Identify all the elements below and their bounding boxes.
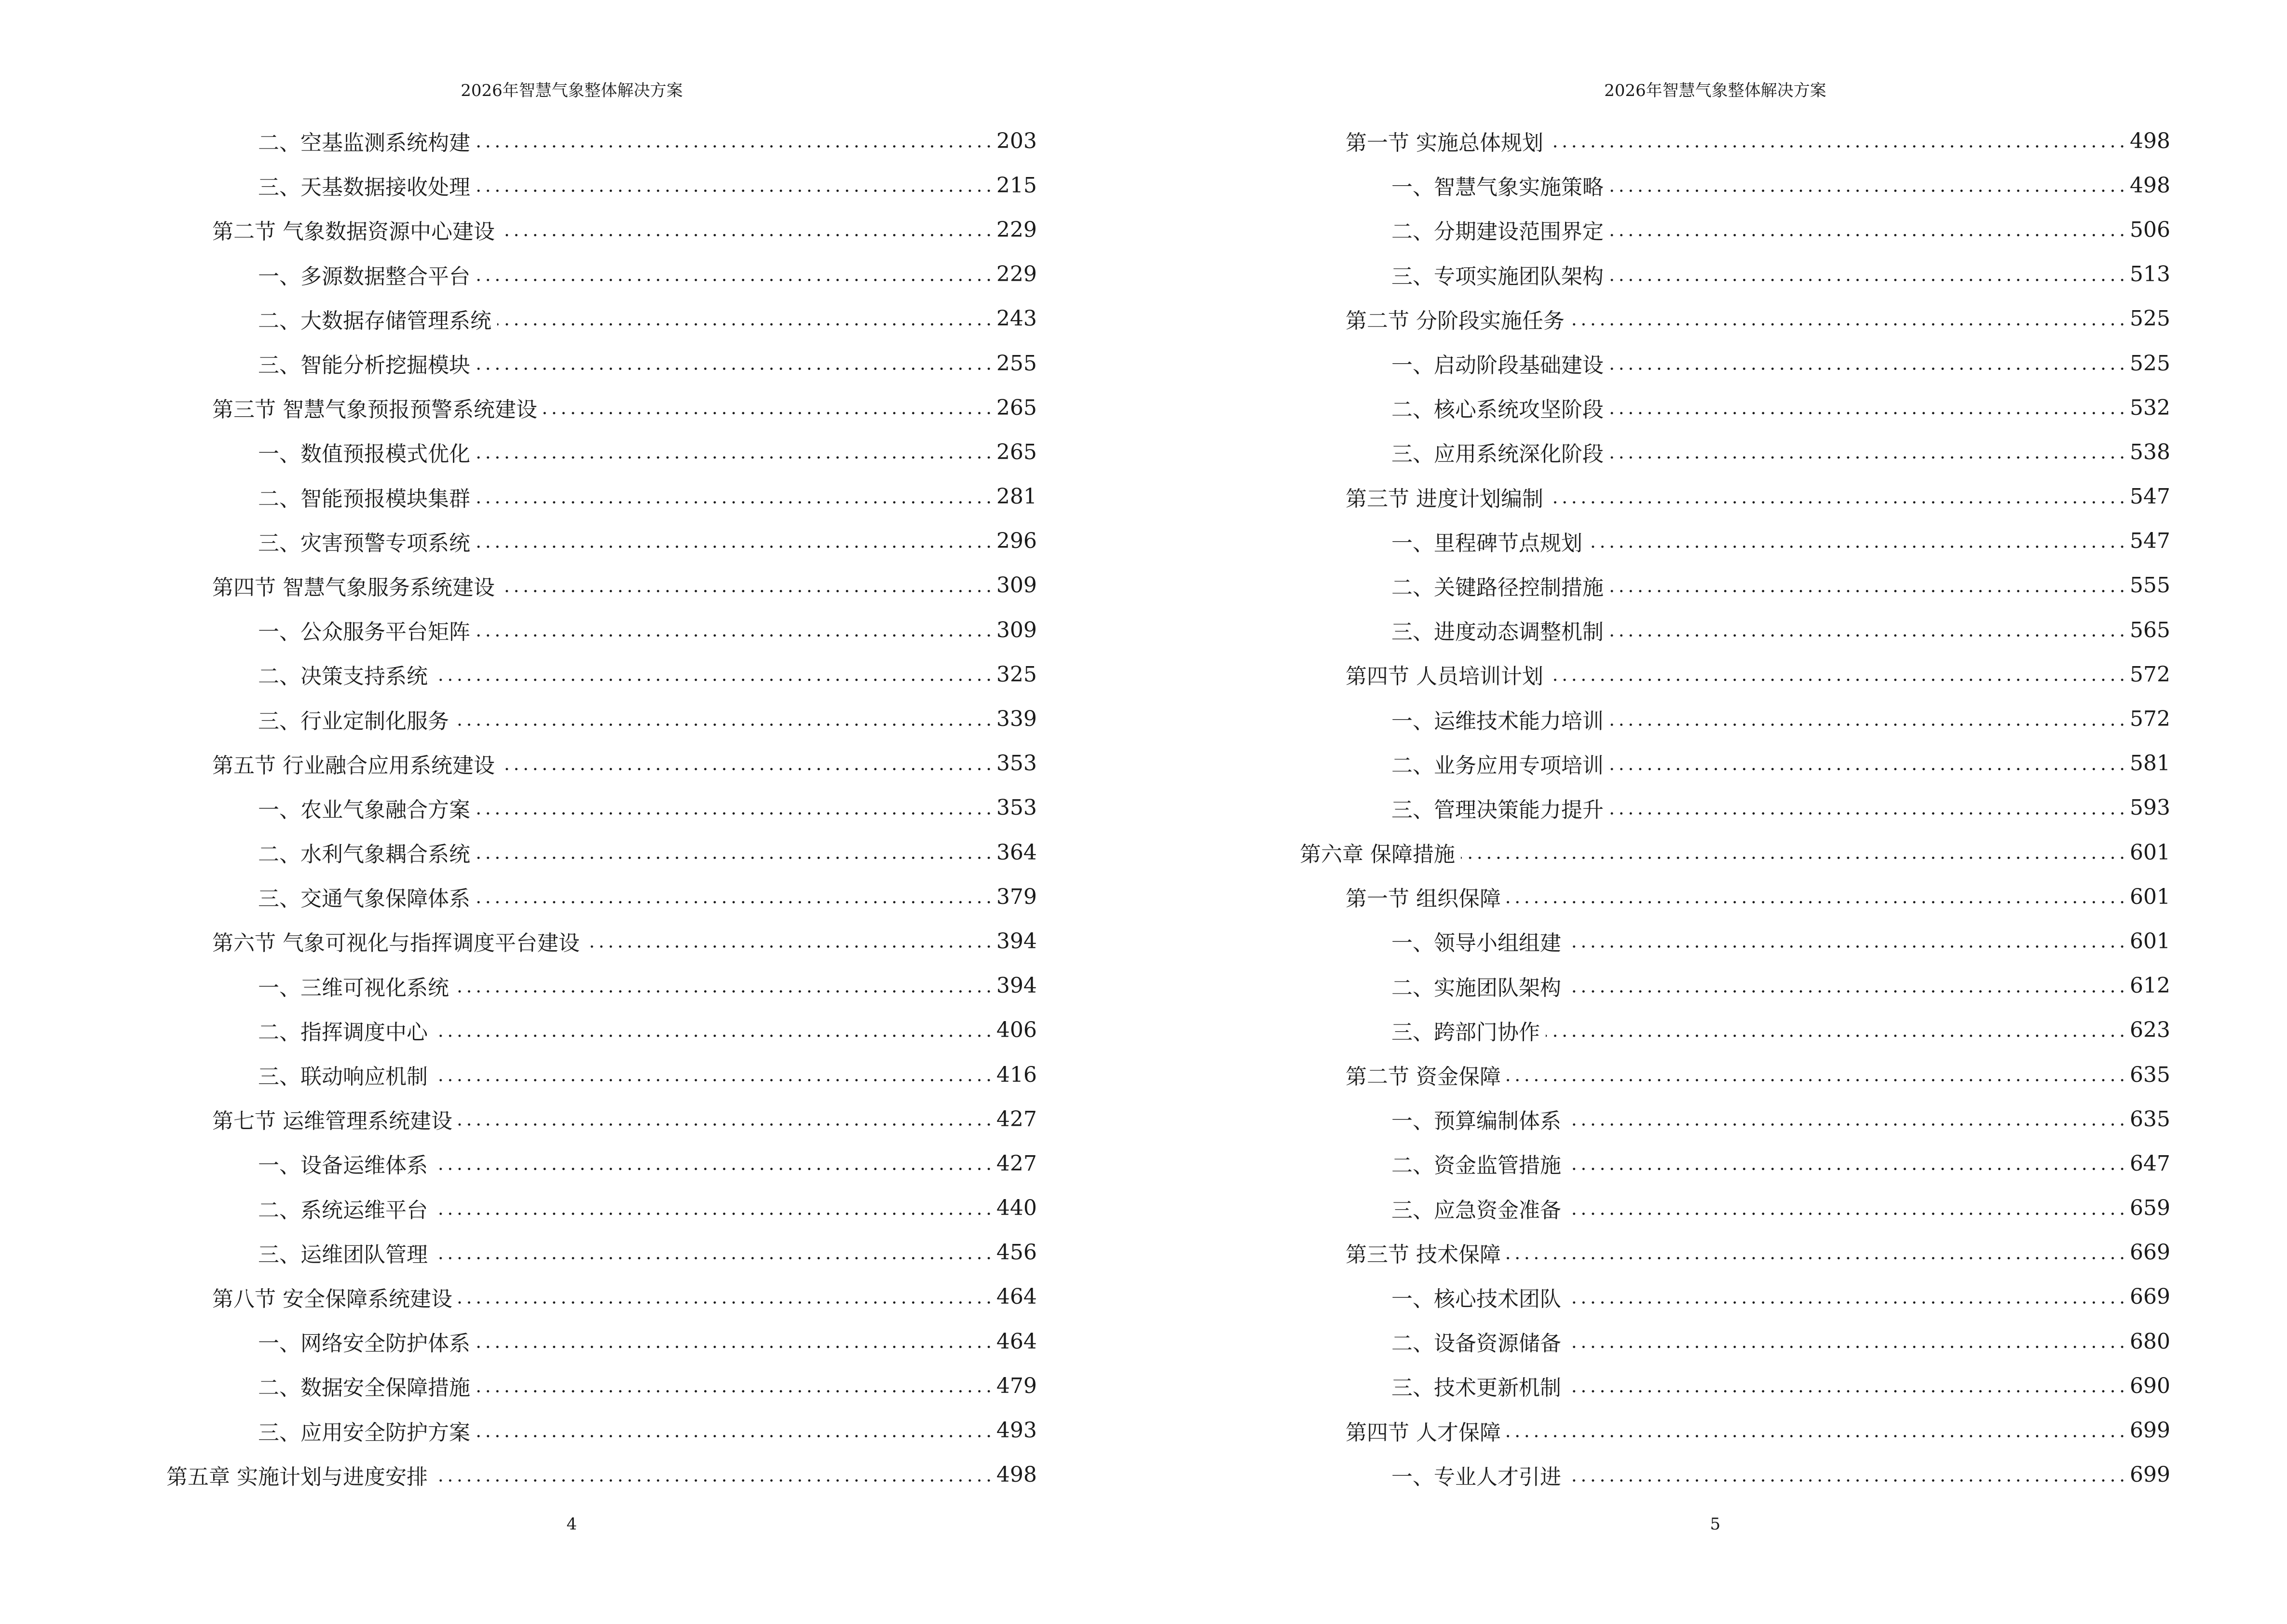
toc-entry-page-number: 440 bbox=[996, 1196, 1037, 1221]
toc-entry-page-number: 498 bbox=[2130, 173, 2170, 198]
toc-entry-title: 一、启动阶段基础建设 bbox=[1391, 348, 1606, 379]
toc-entry-title: 第八节 安全保障系统建设 bbox=[212, 1282, 455, 1312]
toc-entry-item[interactable] bbox=[0, 1408, 1144, 1452]
page-number-footer: 4 bbox=[566, 1515, 577, 1534]
toc-entry-page-number: 479 bbox=[996, 1373, 1037, 1398]
dot-leader bbox=[1570, 308, 2127, 329]
toc-entry-title: 三、行业定制化服务 bbox=[258, 704, 452, 735]
toc-entry-item[interactable] bbox=[0, 1052, 1144, 1097]
toc-entry-item[interactable] bbox=[0, 519, 1144, 563]
toc-entry-page-number: 690 bbox=[2130, 1373, 2170, 1398]
toc-entry-section[interactable] bbox=[0, 1275, 1144, 1319]
toc-entry-title: 一、预算编制体系 bbox=[1391, 1104, 1564, 1134]
dot-leader bbox=[455, 709, 994, 730]
toc-entry-item[interactable] bbox=[0, 964, 1144, 1008]
dot-leader bbox=[476, 264, 994, 285]
dot-leader bbox=[1549, 486, 2127, 507]
toc-entry-page-number: 555 bbox=[2130, 573, 2170, 598]
toc-entry-title: 三、应急资金准备 bbox=[1391, 1193, 1564, 1224]
toc-entry-section[interactable] bbox=[0, 563, 1144, 608]
toc-entry-title: 三、智能分析挖掘模块 bbox=[258, 348, 473, 379]
dot-leader bbox=[476, 531, 994, 552]
toc-entry-section[interactable] bbox=[0, 1097, 1144, 1141]
toc-entry-title: 第二节 气象数据资源中心建设 bbox=[212, 214, 498, 245]
toc-entry-title: 二、大数据存储管理系统 bbox=[258, 303, 494, 334]
toc-entry-item[interactable] bbox=[0, 874, 1144, 919]
toc-entry-title: 三、管理决策能力提升 bbox=[1391, 792, 1606, 823]
toc-entry-title: 二、设备资源储备 bbox=[1391, 1326, 1564, 1357]
toc-entry-item[interactable] bbox=[1144, 1275, 2287, 1319]
toc-entry-title: 第一节 实施总体规划 bbox=[1346, 125, 1546, 156]
toc-entry-title: 一、里程碑节点规划 bbox=[1391, 526, 1585, 557]
toc-entry-page-number: 427 bbox=[996, 1151, 1037, 1176]
toc-entry-item[interactable] bbox=[1144, 563, 2287, 608]
toc-entry-title: 二、业务应用专项培训 bbox=[1391, 748, 1606, 779]
toc-entry-item[interactable] bbox=[0, 119, 1144, 163]
toc-entry-page-number: 699 bbox=[2130, 1418, 2170, 1443]
dot-leader bbox=[476, 353, 994, 374]
toc-entry-title: 一、农业气象融合方案 bbox=[258, 792, 473, 823]
toc-entry-item[interactable] bbox=[1144, 519, 2287, 563]
toc-entry-title: 第五节 行业融合应用系统建设 bbox=[212, 748, 498, 779]
toc-entry-title: 第六章 保障措施 bbox=[1300, 837, 1458, 868]
dot-leader bbox=[497, 308, 994, 329]
dot-leader bbox=[434, 1242, 994, 1263]
toc-entry-section[interactable] bbox=[0, 207, 1144, 252]
toc-entry-item[interactable] bbox=[1144, 1453, 2287, 1497]
toc-entry-title: 二、指挥调度中心 bbox=[258, 1015, 431, 1046]
toc-entry-item[interactable] bbox=[1144, 696, 2287, 741]
toc-entry-item[interactable] bbox=[1144, 252, 2287, 297]
toc-entry-page-number: 296 bbox=[996, 529, 1037, 554]
toc-entry-item[interactable] bbox=[1144, 207, 2287, 252]
dot-leader bbox=[1507, 886, 2127, 907]
dot-leader bbox=[1567, 1198, 2127, 1219]
toc-entry-item[interactable] bbox=[0, 1319, 1144, 1364]
toc-entry-title: 二、智能预报模块集群 bbox=[258, 481, 473, 512]
toc-entry-item[interactable] bbox=[1144, 964, 2287, 1008]
toc-entry-item[interactable] bbox=[0, 652, 1144, 696]
toc-entry-page-number: 309 bbox=[996, 573, 1037, 598]
toc-entry-title: 三、天基数据接收处理 bbox=[258, 170, 473, 201]
toc-entry-title: 第三节 智慧气象预报预警系统建设 bbox=[212, 392, 540, 423]
toc-entry-item[interactable] bbox=[0, 1008, 1144, 1052]
toc-entry-item[interactable] bbox=[0, 1186, 1144, 1230]
dot-leader bbox=[476, 619, 994, 641]
toc-entry-page-number: 229 bbox=[996, 217, 1037, 242]
toc-entry-section[interactable] bbox=[1144, 1408, 2287, 1452]
dot-leader bbox=[501, 753, 994, 774]
toc-entry-item[interactable] bbox=[0, 696, 1144, 741]
toc-entry-page-number: 309 bbox=[996, 617, 1037, 642]
dot-leader bbox=[476, 886, 994, 907]
toc-entry-page-number: 229 bbox=[996, 262, 1037, 287]
toc-entry-page-number: 635 bbox=[2130, 1106, 2170, 1132]
dot-leader bbox=[434, 1020, 994, 1041]
toc-entry-page-number: 255 bbox=[996, 351, 1037, 376]
toc-entry-page-number: 680 bbox=[2130, 1329, 2170, 1354]
toc-entry-section[interactable] bbox=[0, 919, 1144, 963]
toc-entry-item[interactable] bbox=[1144, 1186, 2287, 1230]
toc-entry-title: 二、分期建设范围界定 bbox=[1391, 214, 1606, 245]
toc-entry-title: 第一节 组织保障 bbox=[1346, 881, 1504, 912]
dot-leader bbox=[476, 486, 994, 507]
dot-leader bbox=[1507, 1420, 2127, 1441]
toc-entry-page-number: 406 bbox=[996, 1018, 1037, 1043]
toc-entry-page-number: 215 bbox=[996, 173, 1037, 198]
dot-leader bbox=[455, 975, 994, 996]
dot-leader bbox=[1567, 1375, 2127, 1396]
toc-entry-item[interactable] bbox=[1144, 1141, 2287, 1186]
dot-leader bbox=[434, 664, 994, 685]
toc-entry-item[interactable] bbox=[0, 830, 1144, 874]
toc-entry-title: 二、数据安全保障措施 bbox=[258, 1370, 473, 1401]
dot-leader bbox=[1567, 930, 2127, 952]
toc-entry-title: 一、专业人才引进 bbox=[1391, 1460, 1564, 1490]
toc-entry-section[interactable] bbox=[1144, 1052, 2287, 1097]
toc-entry-page-number: 498 bbox=[996, 1462, 1037, 1488]
toc-entry-page-number: 525 bbox=[2130, 306, 2170, 331]
dot-leader bbox=[476, 130, 994, 151]
toc-entry-title: 三、技术更新机制 bbox=[1391, 1370, 1564, 1401]
dot-leader bbox=[476, 1375, 994, 1396]
toc-entry-section[interactable] bbox=[1144, 475, 2287, 519]
dot-leader bbox=[543, 397, 994, 418]
dot-leader bbox=[458, 1286, 994, 1308]
toc-entry-title: 一、数值预报模式优化 bbox=[258, 437, 473, 467]
right-page bbox=[1144, 0, 2287, 1624]
toc-entry-title: 三、灾害预警专项系统 bbox=[258, 526, 473, 557]
toc-entry-item[interactable] bbox=[1144, 1364, 2287, 1408]
toc-entry-item[interactable] bbox=[1144, 1008, 2287, 1052]
toc-entry-page-number: 379 bbox=[996, 884, 1037, 909]
toc-entry-page-number: 456 bbox=[996, 1240, 1037, 1265]
toc-entry-page-number: 601 bbox=[2130, 928, 2170, 954]
toc-entry-page-number: 353 bbox=[996, 751, 1037, 776]
toc-entry-item[interactable] bbox=[1144, 163, 2287, 207]
toc-entry-page-number: 547 bbox=[2130, 529, 2170, 554]
dot-leader bbox=[1507, 1064, 2127, 1085]
toc-entry-page-number: 427 bbox=[996, 1106, 1037, 1132]
toc-entry-item[interactable] bbox=[0, 1364, 1144, 1408]
dot-leader bbox=[1609, 353, 2127, 374]
toc-entry-title: 二、系统运维平台 bbox=[258, 1193, 431, 1224]
toc-entry-item[interactable] bbox=[0, 252, 1144, 297]
dot-leader bbox=[434, 1198, 994, 1219]
dot-leader bbox=[1546, 1020, 2127, 1041]
dot-leader bbox=[1609, 797, 2127, 819]
toc-entry-title: 第二节 分阶段实施任务 bbox=[1346, 303, 1567, 334]
toc-entry-page-number: 364 bbox=[996, 840, 1037, 865]
toc-entry-section[interactable] bbox=[1144, 1230, 2287, 1275]
toc-entry-page-number: 659 bbox=[2130, 1196, 2170, 1221]
dot-leader bbox=[476, 1331, 994, 1352]
dot-leader bbox=[1567, 975, 2127, 996]
toc-entry-page-number: 635 bbox=[2130, 1062, 2170, 1087]
toc-entry-page-number: 506 bbox=[2130, 217, 2170, 242]
toc-entry-title: 第四节 人才保障 bbox=[1346, 1415, 1504, 1446]
toc-entry-title: 三、交通气象保障体系 bbox=[258, 881, 473, 912]
toc-entry-section[interactable] bbox=[1144, 652, 2287, 696]
toc-entry-item[interactable] bbox=[1144, 786, 2287, 830]
toc-entry-title: 第四节 智慧气象服务系统建设 bbox=[212, 570, 498, 601]
toc-entry-title: 一、领导小组组建 bbox=[1391, 926, 1564, 956]
toc-entry-page-number: 669 bbox=[2130, 1284, 2170, 1310]
toc-entry-page-number: 572 bbox=[2130, 662, 2170, 687]
toc-entry-page-number: 593 bbox=[2130, 795, 2170, 820]
toc-entry-title: 第六节 气象可视化与指挥调度平台建设 bbox=[212, 926, 583, 956]
toc-entry-title: 三、进度动态调整机制 bbox=[1391, 614, 1606, 645]
toc-entry-title: 第三节 技术保障 bbox=[1346, 1237, 1504, 1268]
dot-leader bbox=[458, 1108, 994, 1130]
toc-entry-title: 第七节 运维管理系统建设 bbox=[212, 1104, 455, 1134]
dot-leader bbox=[1609, 709, 2127, 730]
toc-entry-page-number: 394 bbox=[996, 973, 1037, 998]
toc-entry-page-number: 464 bbox=[996, 1284, 1037, 1310]
toc-entry-title: 二、关键路径控制措施 bbox=[1391, 570, 1606, 601]
toc-entry-title: 一、运维技术能力培训 bbox=[1391, 704, 1606, 735]
dot-leader bbox=[1609, 264, 2127, 285]
toc-entry-page-number: 647 bbox=[2130, 1151, 2170, 1176]
toc-entry-page-number: 547 bbox=[2130, 484, 2170, 509]
dot-leader bbox=[434, 1064, 994, 1085]
dot-leader bbox=[1507, 1242, 2127, 1263]
toc-entry-item[interactable] bbox=[1144, 919, 2287, 963]
toc-entry-page-number: 325 bbox=[996, 662, 1037, 687]
toc-entry-page-number: 581 bbox=[2130, 751, 2170, 776]
toc-entry-title: 一、三维可视化系统 bbox=[258, 970, 452, 1001]
toc-entry-title: 一、网络安全防护体系 bbox=[258, 1326, 473, 1357]
toc-entry-item[interactable] bbox=[0, 341, 1144, 385]
dot-leader bbox=[1567, 1331, 2127, 1352]
toc-entry-title: 一、公众服务平台矩阵 bbox=[258, 614, 473, 645]
toc-list bbox=[1144, 119, 2287, 1497]
dot-leader bbox=[1549, 130, 2127, 151]
dot-leader bbox=[1567, 1153, 2127, 1174]
toc-entry-page-number: 538 bbox=[2130, 439, 2170, 464]
toc-entry-item[interactable] bbox=[0, 430, 1144, 474]
dot-leader bbox=[1609, 397, 2127, 418]
toc-entry-title: 第三节 进度计划编制 bbox=[1346, 481, 1546, 512]
toc-entry-title: 三、运维团队管理 bbox=[258, 1237, 431, 1268]
toc-entry-title: 二、资金监管措施 bbox=[1391, 1148, 1564, 1179]
toc-entry-item[interactable] bbox=[0, 297, 1144, 341]
toc-entry-section[interactable] bbox=[1144, 297, 2287, 341]
toc-entry-page-number: 572 bbox=[2130, 707, 2170, 732]
toc-entry-item[interactable] bbox=[1144, 1319, 2287, 1364]
toc-entry-page-number: 513 bbox=[2130, 262, 2170, 287]
toc-entry-title: 第五章 实施计划与进度安排 bbox=[166, 1460, 431, 1490]
toc-entry-section[interactable] bbox=[1144, 119, 2287, 163]
toc-entry-section[interactable] bbox=[0, 741, 1144, 786]
dot-leader bbox=[1567, 1464, 2127, 1486]
dot-leader bbox=[1609, 753, 2127, 774]
toc-entry-item[interactable] bbox=[1144, 1097, 2287, 1141]
dot-leader bbox=[1609, 175, 2127, 196]
toc-entry-title: 三、联动响应机制 bbox=[258, 1059, 431, 1090]
toc-entry-title: 二、核心系统攻坚阶段 bbox=[1391, 392, 1606, 423]
dot-leader bbox=[1609, 441, 2127, 463]
toc-entry-title: 二、空基监测系统构建 bbox=[258, 125, 473, 156]
toc-entry-title: 一、设备运维体系 bbox=[258, 1148, 431, 1179]
toc-entry-page-number: 532 bbox=[2130, 395, 2170, 420]
dot-leader bbox=[501, 219, 994, 240]
toc-list bbox=[0, 119, 1144, 1497]
toc-entry-item[interactable] bbox=[1144, 385, 2287, 430]
toc-entry-item[interactable] bbox=[1144, 430, 2287, 474]
toc-entry-item[interactable] bbox=[0, 1230, 1144, 1275]
toc-entry-title: 二、水利气象耦合系统 bbox=[258, 837, 473, 868]
toc-entry-title: 三、应用安全防护方案 bbox=[258, 1415, 473, 1446]
toc-entry-item[interactable] bbox=[0, 1141, 1144, 1186]
dot-leader bbox=[476, 441, 994, 463]
toc-entry-page-number: 203 bbox=[996, 128, 1037, 153]
toc-entry-chapter[interactable] bbox=[0, 1453, 1144, 1497]
dot-leader bbox=[1609, 619, 2127, 641]
dot-leader bbox=[434, 1464, 994, 1486]
toc-entry-section[interactable] bbox=[0, 385, 1144, 430]
dot-leader bbox=[476, 1420, 994, 1441]
toc-entry-page-number: 493 bbox=[996, 1418, 1037, 1443]
toc-entry-page-number: 699 bbox=[2130, 1462, 2170, 1488]
toc-entry-section[interactable] bbox=[1144, 874, 2287, 919]
toc-entry-title: 三、跨部门协作 bbox=[1391, 1015, 1543, 1046]
toc-entry-item[interactable] bbox=[0, 608, 1144, 652]
toc-entry-page-number: 601 bbox=[2130, 884, 2170, 909]
page-number-footer: 5 bbox=[1710, 1515, 1721, 1534]
toc-entry-page-number: 601 bbox=[2130, 840, 2170, 865]
dot-leader bbox=[476, 842, 994, 863]
toc-entry-title: 一、智慧气象实施策略 bbox=[1391, 170, 1606, 201]
toc-entry-title: 第二节 资金保障 bbox=[1346, 1059, 1504, 1090]
toc-entry-page-number: 339 bbox=[996, 707, 1037, 732]
dot-leader bbox=[476, 797, 994, 819]
toc-entry-item[interactable] bbox=[0, 786, 1144, 830]
toc-entry-page-number: 281 bbox=[996, 484, 1037, 509]
dot-leader bbox=[1549, 664, 2127, 685]
toc-entry-page-number: 265 bbox=[996, 439, 1037, 464]
toc-entry-title: 二、实施团队架构 bbox=[1391, 970, 1564, 1001]
toc-entry-page-number: 565 bbox=[2130, 617, 2170, 642]
toc-entry-page-number: 623 bbox=[2130, 1018, 2170, 1043]
dot-leader bbox=[476, 175, 994, 196]
toc-entry-title: 一、多源数据整合平台 bbox=[258, 259, 473, 290]
dot-leader bbox=[1588, 531, 2127, 552]
toc-entry-page-number: 416 bbox=[996, 1062, 1037, 1087]
dot-leader bbox=[434, 1153, 994, 1174]
toc-entry-chapter[interactable] bbox=[1144, 830, 2287, 874]
dot-leader bbox=[1609, 575, 2127, 596]
toc-entry-page-number: 265 bbox=[996, 395, 1037, 420]
toc-entry-item[interactable] bbox=[1144, 608, 2287, 652]
dot-leader bbox=[1567, 1286, 2127, 1308]
toc-entry-title: 三、应用系统深化阶段 bbox=[1391, 437, 1606, 467]
toc-entry-item[interactable] bbox=[0, 163, 1144, 207]
toc-entry-item[interactable] bbox=[1144, 741, 2287, 786]
toc-entry-title: 二、决策支持系统 bbox=[258, 659, 431, 690]
dot-leader bbox=[1609, 219, 2127, 240]
running-header: 2026年智慧气象整体解决方案 bbox=[1604, 81, 1826, 100]
toc-entry-title: 三、专项实施团队架构 bbox=[1391, 259, 1606, 290]
toc-entry-page-number: 498 bbox=[2130, 128, 2170, 153]
toc-entry-page-number: 394 bbox=[996, 928, 1037, 954]
dot-leader bbox=[585, 930, 994, 952]
dot-leader bbox=[501, 575, 994, 596]
toc-entry-page-number: 353 bbox=[996, 795, 1037, 820]
toc-entry-title: 一、核心技术团队 bbox=[1391, 1282, 1564, 1312]
toc-entry-item[interactable] bbox=[1144, 341, 2287, 385]
toc-entry-title: 第四节 人员培训计划 bbox=[1346, 659, 1546, 690]
toc-entry-page-number: 525 bbox=[2130, 351, 2170, 376]
running-header: 2026年智慧气象整体解决方案 bbox=[461, 81, 683, 100]
dot-leader bbox=[1461, 842, 2127, 863]
toc-entry-page-number: 612 bbox=[2130, 973, 2170, 998]
toc-entry-item[interactable] bbox=[0, 475, 1144, 519]
toc-entry-page-number: 669 bbox=[2130, 1240, 2170, 1265]
toc-entry-page-number: 464 bbox=[996, 1329, 1037, 1354]
dot-leader bbox=[1567, 1108, 2127, 1130]
toc-entry-page-number: 243 bbox=[996, 306, 1037, 331]
